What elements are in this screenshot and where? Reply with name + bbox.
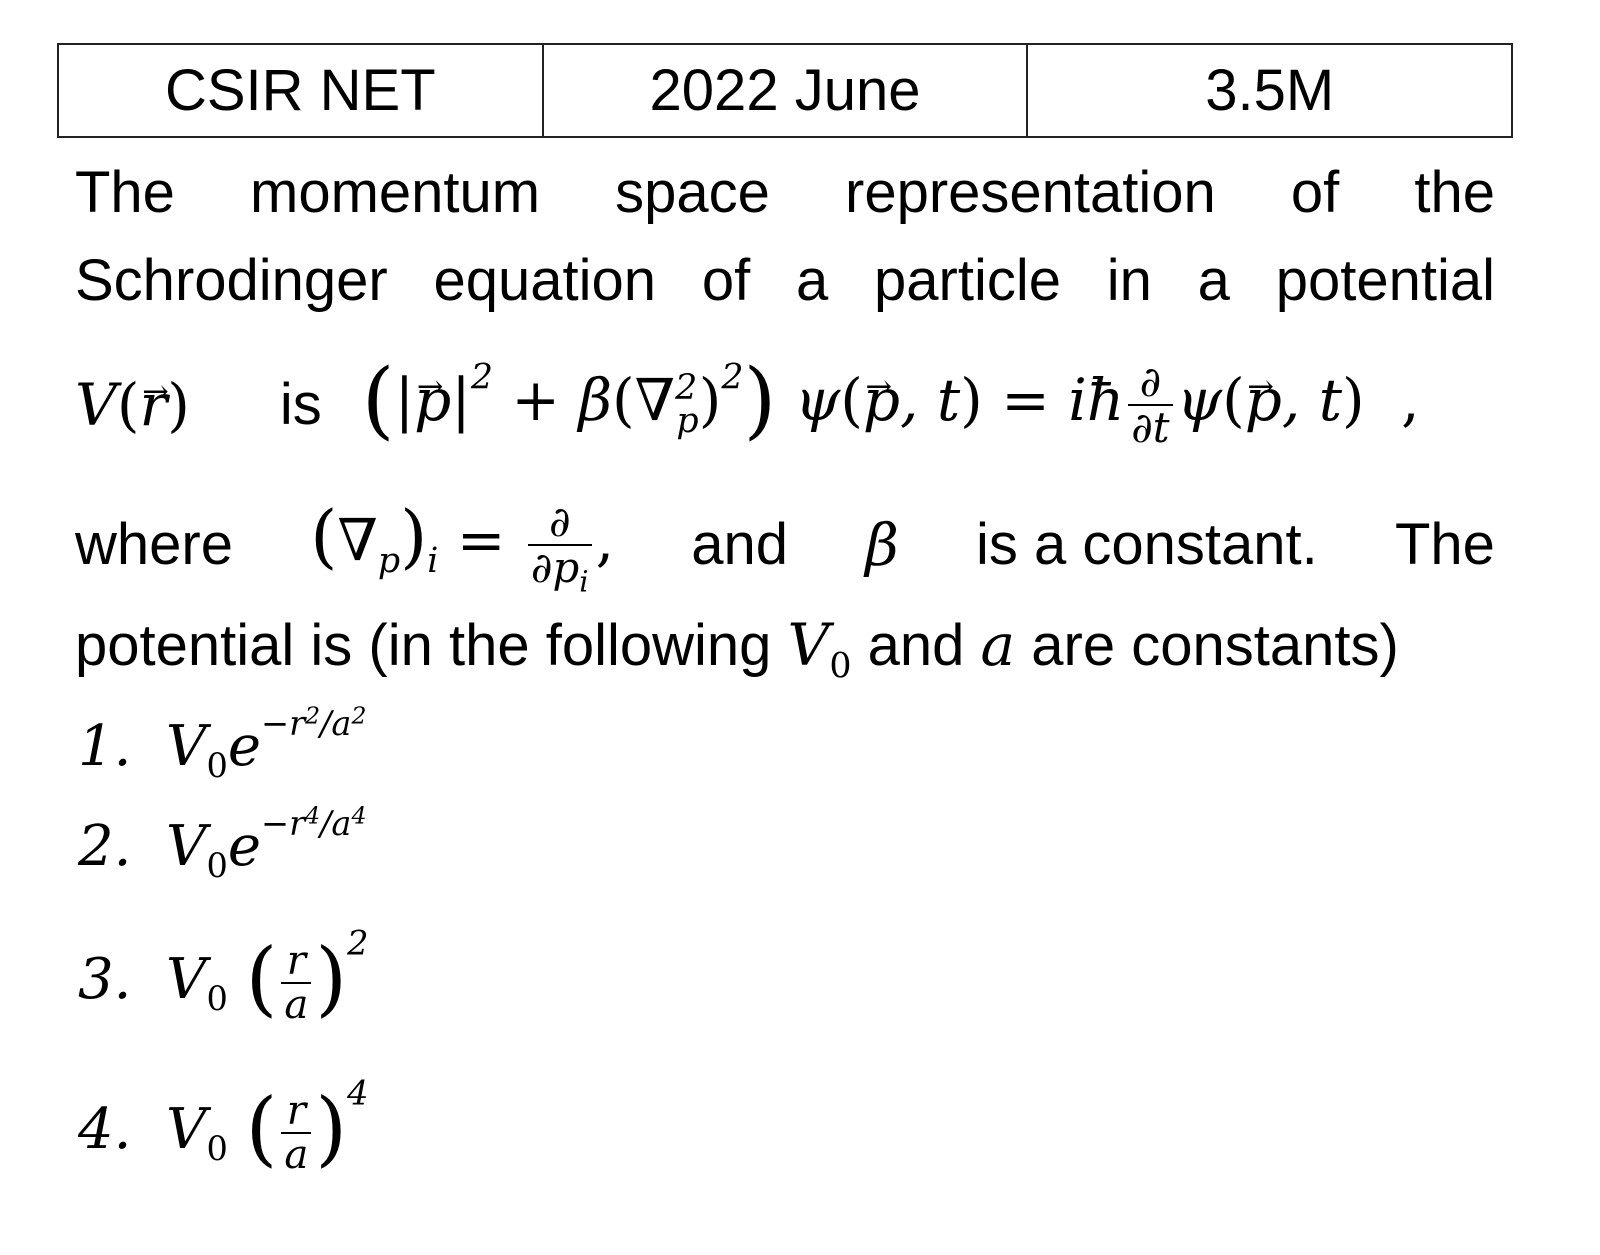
option-1[interactable] — [78, 701, 367, 801]
momentum-schrodinger-equation: (|→ $p|^2 + \beta(\nabla^2_p)^2$) ψ(→ p, t) = iħ $\frac{\partial}{\partial t}$ ψ(→ p, t) , — [362, 360, 1420, 450]
gradient-definition: $(\nabla_p)_i$ = $\frac{\partial}{\partial p_i}$ , — [310, 495, 615, 599]
word: the — [1414, 160, 1495, 225]
question-line-5 — [75, 610, 1495, 687]
word: potential — [1275, 248, 1495, 313]
option-number: 4. — [78, 1096, 132, 1162]
marks-cell: 3.5M — [1205, 58, 1335, 123]
option-4[interactable] — [78, 1073, 369, 1184]
option-expression: $V_0e^{-r^4/a^4}$ — [166, 801, 367, 886]
word: representation — [845, 160, 1216, 225]
word: a — [795, 248, 829, 313]
the-word: The — [1394, 511, 1495, 577]
option-3[interactable] — [78, 923, 369, 1034]
exam-name-cell: CSIR NET — [59, 45, 544, 136]
word: momentum — [250, 160, 541, 225]
word: Schrodinger — [75, 248, 388, 313]
where-word: where — [75, 511, 233, 577]
is-a-constant-text: is a constant. — [976, 511, 1318, 577]
line5-text-c: are constants) — [1015, 613, 1399, 678]
option-expression: $V_0e^{-r^2/a^2}$ — [166, 701, 367, 786]
option-expression: $V_0$ ( $\frac{r}{a}$ )$^4$ — [166, 1073, 369, 1179]
is-word: is — [279, 371, 322, 437]
option-number: 3. — [78, 946, 132, 1012]
exam-session-cell: 2022 June — [544, 45, 1029, 136]
question-line-4 — [75, 495, 1495, 599]
word: space — [615, 160, 770, 225]
option-expression: $V_0$ ( $\frac{r}{a}$ )$^2$ — [166, 923, 369, 1029]
word: in — [1106, 248, 1152, 313]
question-line-1 — [75, 158, 1495, 228]
question-line-3-equation — [75, 350, 1495, 452]
option-2[interactable] — [78, 801, 367, 901]
word: of — [701, 248, 751, 313]
word: particle — [874, 248, 1061, 313]
word: equation — [433, 248, 657, 313]
question-line-2 — [75, 246, 1495, 316]
option-number: 1. — [78, 714, 132, 779]
line5-text-a: potential is (in the following — [75, 613, 788, 678]
potential-symbol: V(→ r) — [75, 370, 190, 440]
v0-symbol: $V_0$ — [787, 611, 852, 687]
word: a — [1197, 248, 1230, 313]
word: of — [1290, 160, 1340, 225]
and-word: and — [691, 511, 789, 577]
beta-symbol: β — [865, 510, 899, 579]
line5-text-b: and — [851, 613, 981, 678]
option-number: 2. — [78, 814, 132, 879]
header-table — [57, 43, 1513, 138]
word: The — [75, 160, 175, 225]
a-symbol: a — [980, 611, 1016, 679]
